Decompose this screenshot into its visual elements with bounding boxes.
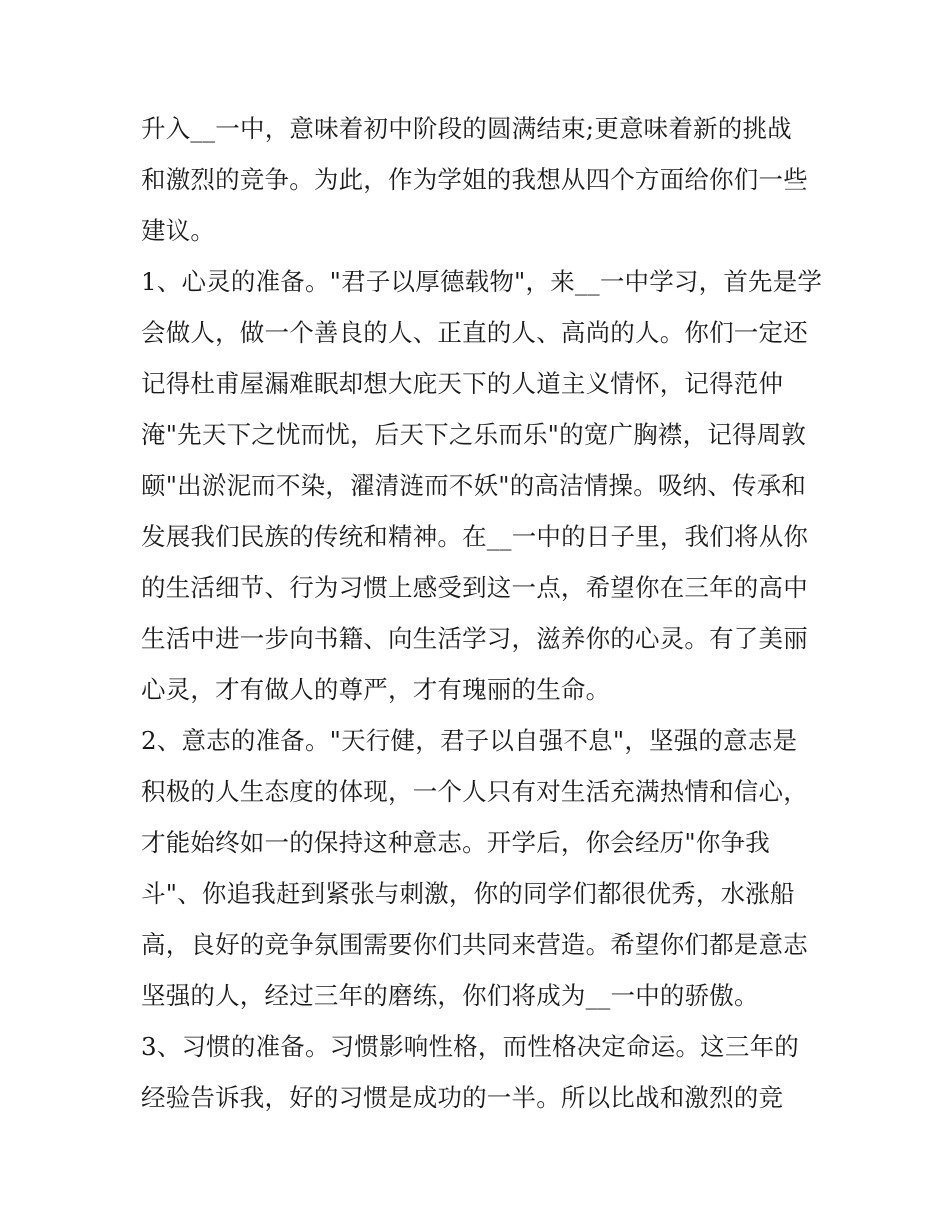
- text-line: 3、习惯的准备。习惯影响性格，而性格决定命运。这三年的: [141, 1032, 799, 1061]
- text-line: 才能始终如一的保持这种意志。开学后，你会经历"你争我: [141, 828, 770, 857]
- text-line: 高，良好的竞争氛围需要你们共同来营造。希望你们都是意志: [141, 930, 808, 959]
- text-line: 淹"先天下之忧而忧，后天下之乐而乐"的宽广胸襟，记得周敦: [141, 420, 807, 449]
- text-line: 心灵，才有做人的尊严，才有瑰丽的生命。: [141, 675, 611, 704]
- text-line: 建议。: [141, 216, 216, 245]
- text-line: 颐"出淤泥而不染，濯清涟而不妖"的高洁情操。吸纳、传承和: [141, 471, 807, 500]
- text-line: 经验告诉我，好的习惯是成功的一半。所以比战和激烈的竞: [141, 1083, 784, 1112]
- text-line: 记得杜甫屋漏难眠却想大庇天下的人道主义情怀，记得范仲: [141, 369, 784, 398]
- text-line: 生活中进一步向书籍、向生活学习，滋养你的心灵。有了美丽: [141, 624, 808, 653]
- text-line: 的生活细节、行为习惯上感受到这一点，希望你在三年的高中: [141, 573, 808, 602]
- text-line: 2、意志的准备。"天行健，君子以自强不息"，坚强的意志是: [141, 726, 798, 755]
- text-line: 1、心灵的准备。"君子以厚德载物"，来__一中学习，首先是学: [141, 267, 823, 296]
- text-line: 发展我们民族的传统和精神。在__一中的日子里，我们将从你: [141, 522, 809, 551]
- text-line: 升入__一中，意味着初中阶段的圆满结束;更意味着新的挑战: [141, 114, 792, 143]
- text-line: 积极的人生态度的体现，一个人只有对生活充满热情和信心，: [141, 777, 808, 806]
- text-line: 坚强的人，经过三年的磨练，你们将成为__一中的骄傲。: [141, 981, 759, 1010]
- text-line: 会做人，做一个善良的人、正直的人、高尚的人。你们一定还: [141, 318, 808, 347]
- text-line: 斗"、你追我赶到紧张与刺激，你的同学们都很优秀，水涨船: [141, 879, 795, 908]
- text-line: 和激烈的竞争。为此，作为学姐的我想从四个方面给你们一些: [141, 165, 808, 194]
